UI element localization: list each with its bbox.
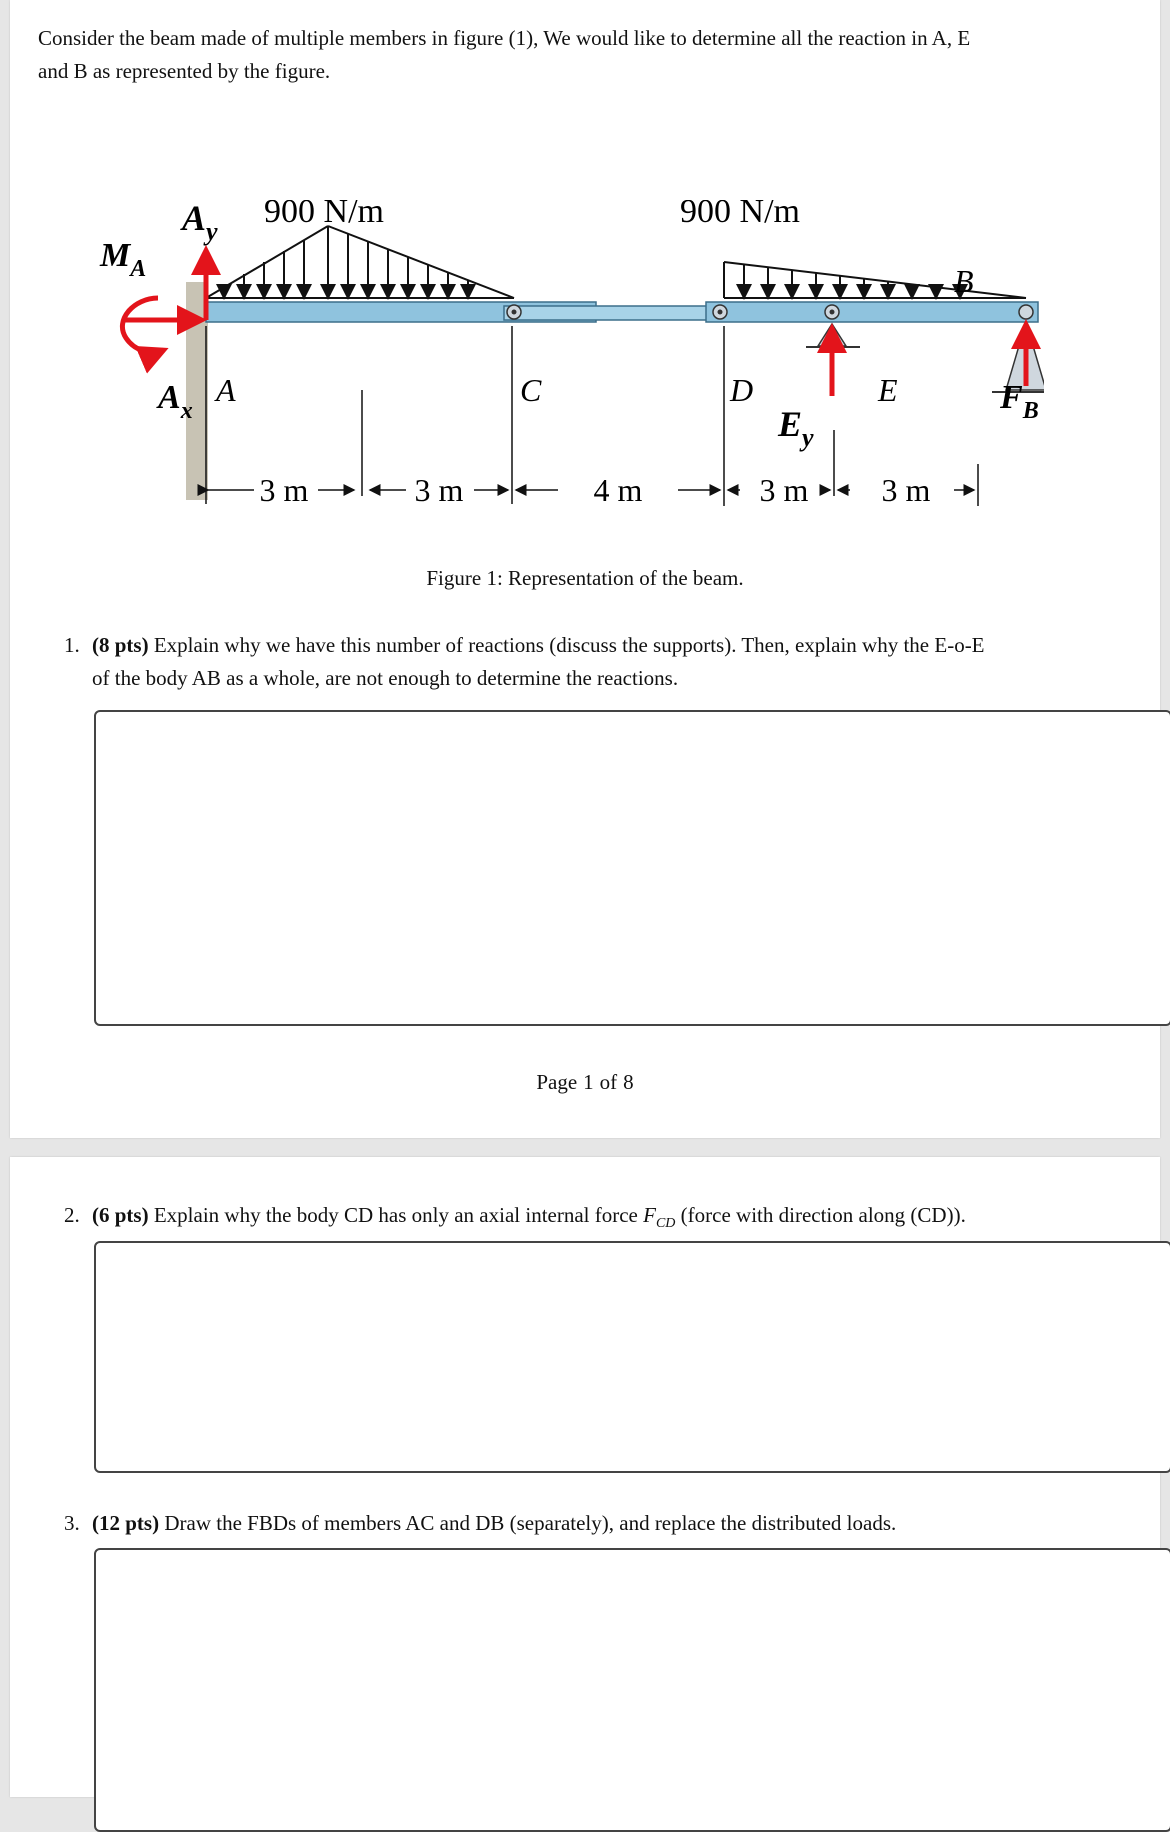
- answer-box-1[interactable]: [94, 710, 1170, 1026]
- page-1: [10, 0, 1160, 1138]
- label-c: C: [520, 372, 542, 408]
- dim-3: 4 m: [593, 472, 643, 508]
- intro-line-1: Consider the beam made of multiple members in figure (1), We would like to determine all the reaction in A, E: [38, 26, 971, 50]
- beam-db: [706, 302, 1038, 322]
- load-left-label: 900 N/m: [264, 200, 384, 230]
- dim-2: 3 m: [414, 472, 464, 508]
- moment-ma-arrow: [122, 298, 164, 352]
- page-number: Page 1 of 8: [536, 1070, 634, 1094]
- dim-1: 3 m: [259, 472, 309, 508]
- question-2: 2. (6 pts) Explain why the body CD has only an axial internal force $F_{CD}$ (force with direction along (CD)).: [64, 1203, 966, 1232]
- dim-4: 3 m: [759, 472, 809, 508]
- label-ay: $A_y$: [182, 200, 218, 246]
- label-a: A: [216, 372, 236, 408]
- label-d: D: [730, 372, 754, 408]
- label-ey: $E_y$: [778, 404, 814, 452]
- distributed-load-right: [724, 262, 1026, 298]
- answer-box-3[interactable]: [94, 1548, 1170, 1832]
- figure-caption: Figure 1: Representation of the beam.: [426, 566, 744, 590]
- page-2: [10, 1157, 1160, 1797]
- intro-line-2: and B as represented by the figure.: [38, 59, 331, 83]
- label-e: E: [878, 372, 898, 408]
- answer-box-2[interactable]: [94, 1241, 1170, 1473]
- label-ma: $M_A$: [100, 237, 147, 282]
- distributed-load-left: [206, 226, 514, 298]
- load-right-label: 900 N/m: [680, 200, 800, 230]
- question-3: 3. (12 pts) Draw the FBDs of members AC and DB (separately), and replace the distributed loads.: [64, 1511, 897, 1535]
- beam-figure: [84, 200, 1044, 520]
- label-fb: $F_B$: [1000, 379, 1039, 424]
- label-ax: $A_x$: [158, 379, 193, 424]
- label-b: B: [954, 263, 974, 299]
- question-1: 1. (8 pts) Explain why we have this number of reactions (discuss the supports). Then, explain why the E-o-E of the body AB as a whole, are not enough to determine the reactions.: [64, 633, 985, 690]
- dim-5: 3 m: [881, 472, 931, 508]
- intro-paragraph: [38, 22, 1118, 88]
